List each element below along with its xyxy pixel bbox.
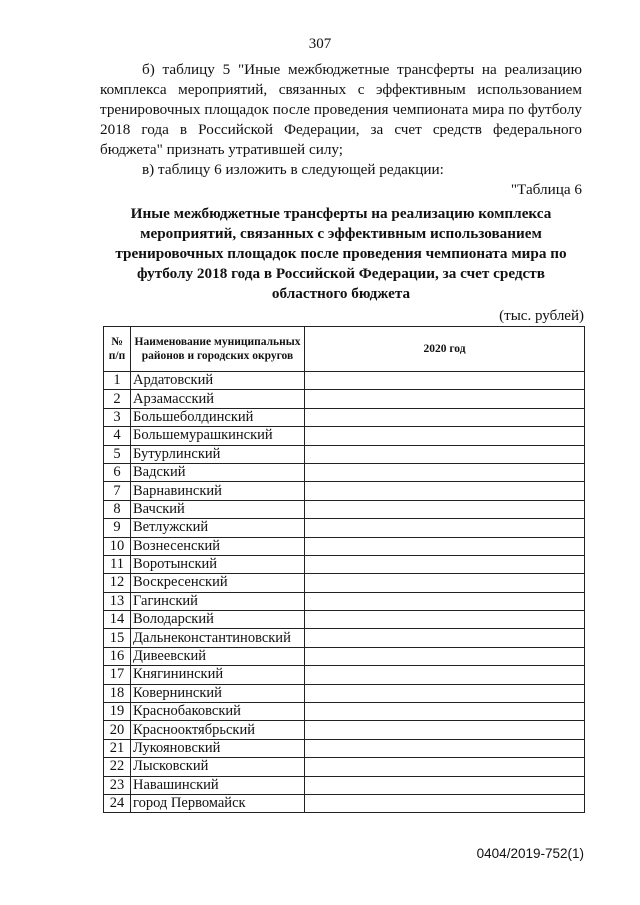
row-value-2020 (305, 666, 585, 684)
table-row (104, 372, 585, 390)
table-row (104, 721, 585, 739)
table-row (104, 519, 585, 537)
row-value-2020 (305, 463, 585, 481)
row-municipality: Дальнеконстантиновский (131, 629, 305, 647)
table-row (104, 408, 585, 426)
row-municipality: Варнавинский (131, 482, 305, 500)
header-municipality: Наименование муниципальных районов и городских округов (131, 327, 305, 372)
row-municipality: Большемурашкинский (131, 427, 305, 445)
row-number: 16 (104, 647, 131, 665)
table-row (104, 592, 585, 610)
row-municipality: Воротынский (131, 555, 305, 573)
table-row (104, 629, 585, 647)
row-number: 10 (104, 537, 131, 555)
row-number: 11 (104, 555, 131, 573)
row-value-2020 (305, 537, 585, 555)
row-value-2020 (305, 427, 585, 445)
row-value-2020 (305, 445, 585, 463)
row-number: 6 (104, 463, 131, 481)
row-number: 24 (104, 794, 131, 812)
paragraph-b: б) таблицу 5 "Иные межбюджетные трансферты на реализацию комплекса мероприятий, связанных с эффективным использованием тренировочных площадок после проведения чемпионата мира по футболу 2018 года в Российской Федерации, за счет средств федерального бюджета" признать утратившей силу; (100, 61, 582, 158)
row-number: 12 (104, 574, 131, 592)
row-number: 20 (104, 721, 131, 739)
table-row (104, 739, 585, 757)
row-value-2020 (305, 629, 585, 647)
row-municipality: Дивеевский (131, 647, 305, 665)
row-municipality: Володарский (131, 611, 305, 629)
row-number: 15 (104, 629, 131, 647)
table-row (104, 647, 585, 665)
row-municipality: Навашинский (131, 776, 305, 794)
table-row (104, 555, 585, 573)
table-row (104, 482, 585, 500)
table-row (104, 537, 585, 555)
row-value-2020 (305, 703, 585, 721)
table-header-row (104, 327, 585, 372)
table-row (104, 445, 585, 463)
row-value-2020 (305, 500, 585, 518)
units-label: (тыс. рублей) (499, 308, 584, 324)
document-code: 0404/2019-752(1) (476, 846, 584, 861)
row-number: 3 (104, 408, 131, 426)
table-row (104, 427, 585, 445)
row-municipality: Лысковский (131, 758, 305, 776)
page-number: 307 (308, 36, 332, 52)
row-number: 7 (104, 482, 131, 500)
row-municipality: Княгининский (131, 666, 305, 684)
table-row (104, 500, 585, 518)
row-number: 4 (104, 427, 131, 445)
row-value-2020 (305, 372, 585, 390)
row-number: 5 (104, 445, 131, 463)
row-number: 13 (104, 592, 131, 610)
row-number: 8 (104, 500, 131, 518)
row-number: 2 (104, 390, 131, 408)
row-municipality: город Первомайск (131, 794, 305, 812)
row-municipality: Ветлужский (131, 519, 305, 537)
row-value-2020 (305, 647, 585, 665)
table-row (104, 684, 585, 702)
row-municipality: Вадский (131, 463, 305, 481)
row-value-2020 (305, 794, 585, 812)
header-year-2020: 2020 год (305, 327, 585, 372)
table-row (104, 390, 585, 408)
row-municipality: Большеболдинский (131, 408, 305, 426)
row-value-2020 (305, 482, 585, 500)
row-value-2020 (305, 684, 585, 702)
row-value-2020 (305, 739, 585, 757)
transfers-table (103, 326, 585, 813)
row-municipality: Краснооктябрьский (131, 721, 305, 739)
row-number: 14 (104, 611, 131, 629)
row-number: 22 (104, 758, 131, 776)
header-number: № п/п (104, 327, 131, 372)
table-row (104, 703, 585, 721)
row-municipality: Бутурлинский (131, 445, 305, 463)
row-value-2020 (305, 390, 585, 408)
row-value-2020 (305, 555, 585, 573)
paragraph-v: в) таблицу 6 изложить в следующей редакции: (142, 161, 444, 178)
row-value-2020 (305, 611, 585, 629)
row-municipality: Арзамасский (131, 390, 305, 408)
row-municipality: Ардатовский (131, 372, 305, 390)
table-row (104, 611, 585, 629)
row-number: 21 (104, 739, 131, 757)
row-number: 23 (104, 776, 131, 794)
row-value-2020 (305, 721, 585, 739)
table-row (104, 758, 585, 776)
row-value-2020 (305, 758, 585, 776)
row-municipality: Вачский (131, 500, 305, 518)
row-municipality: Воскресенский (131, 574, 305, 592)
row-municipality: Краснобаковский (131, 703, 305, 721)
table-row (104, 666, 585, 684)
table-row (104, 776, 585, 794)
row-number: 18 (104, 684, 131, 702)
row-value-2020 (305, 408, 585, 426)
row-value-2020 (305, 776, 585, 794)
row-value-2020 (305, 519, 585, 537)
row-value-2020 (305, 574, 585, 592)
table-reference: "Таблица 6 (510, 181, 582, 198)
row-municipality: Ковернинский (131, 684, 305, 702)
body-text (100, 60, 582, 200)
table-heading: Иные межбюджетные трансферты на реализацию комплекса мероприятий, связанных с эффективным использованием тренировочных площадок после проведения чемпионата мира по футболу 2018 года в Российской Федерации, за счет средств областного бюджета (115, 205, 567, 302)
row-number: 9 (104, 519, 131, 537)
row-value-2020 (305, 592, 585, 610)
row-municipality: Гагинский (131, 592, 305, 610)
row-municipality: Лукояновский (131, 739, 305, 757)
row-number: 17 (104, 666, 131, 684)
row-number: 19 (104, 703, 131, 721)
table-row (104, 794, 585, 812)
table-row (104, 574, 585, 592)
table-row (104, 463, 585, 481)
row-municipality: Вознесенский (131, 537, 305, 555)
row-number: 1 (104, 372, 131, 390)
